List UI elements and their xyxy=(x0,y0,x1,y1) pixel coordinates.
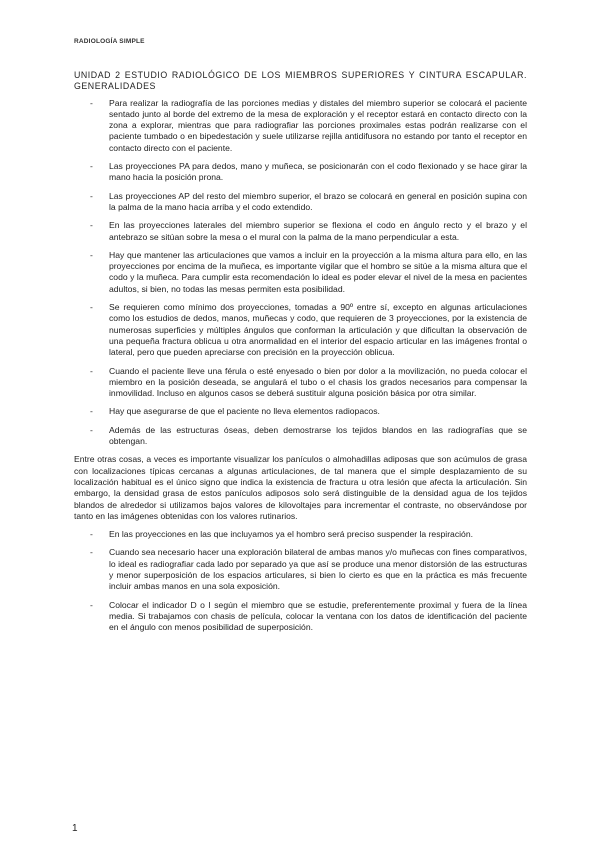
list-item: - Además de las estructuras óseas, deben demostrarse los tejidos blandos en las radiografías que se obtengan. xyxy=(74,425,527,448)
list-item: - Colocar el indicador D o I según el miembro que se estudie, preferentemente proximal y fuera de la línea media. Si trabajamos con chasis de película, colocar la ventana con los datos de identificación del paciente en el ángulo con menos posibilidad de superposición. xyxy=(74,600,527,634)
list-item: - Se requieren como mínimo dos proyecciones, tomadas a 90º entre sí, excepto en algunas articulaciones como los estudios de dedos, manos, muñecas y codo, que requieren de 3 proyecciones, por la existencia de numerosas superficies y múltiples ángulos que conforman la articulación y que dificultan la observación de una pequeña fractura oblicua u otra anormalidad en el interior del espacio articular en las imágenes frontal o lateral, pero que pueden apreciarse con precisión en la proyección oblicua. xyxy=(74,302,527,358)
bullet-list-additional xyxy=(74,529,527,633)
unit-title: UNIDAD 2 ESTUDIO RADIOLÓGICO DE LOS MIEMBROS SUPERIORES Y CINTURA ESCAPULAR. GENERALIDADES xyxy=(74,70,527,92)
bullet-list-general xyxy=(74,98,527,448)
list-item: - En las proyecciones en las que incluyamos ya el hombro será preciso suspender la respiración. xyxy=(74,529,527,540)
body-paragraph: Entre otras cosas, a veces es importante visualizar los panículos o almohadillas adiposas que son acúmulos de grasa con localizaciones típicas cercanas a algunas articulaciones, de tal manera que el simple desplazamiento de su localización habitual es el único signo que indica la existencia de fractura u otra lesión que afecta la articulación. Sin embargo, la densidad grasa de estos panículos adiposos solo será distinguible de la densidad agua de los tejidos blandos de alrededor si utilizamos bajos valores de kilovoltajes para incrementar el contraste, no observándose por tanto en las imágenes obtenidas con los valores rutinarios. xyxy=(74,454,527,521)
page-number: 1 xyxy=(72,823,78,834)
list-item: - Hay que mantener las articulaciones que vamos a incluir en la proyección a la misma altura para ello, en las proyecciones por encima de la muñeca, es importante vigilar que el hombro se sitúe a la misma altura que el codo y la muñeca. Para cumplir esta recomendación lo ideal es poder elevar el nivel de la mesa en pacientes adultos, si bien, no todas las mesas permiten esta posibilidad. xyxy=(74,250,527,295)
list-item: - Cuando sea necesario hacer una exploración bilateral de ambas manos y/o muñecas con fines comparativos, lo ideal es radiografiar cada lado por separado ya que así se produce una menor distorsión de las estructuras y menor superposición de los espacios articulares, si bien lo cierto es que en la práctica es más frecuente incluir ambas manos en una sola exposición. xyxy=(74,547,527,592)
list-item: - En las proyecciones laterales del miembro superior se flexiona el codo en ángulo recto y el brazo y el antebrazo se sitúan sobre la mesa o el mural con la palma de la mano perpendicular a esta. xyxy=(74,220,527,243)
list-item: - Para realizar la radiografía de las porciones medias y distales del miembro superior se colocará el paciente sentado junto al borde del extremo de la mesa de exploración y el receptor estará en contacto directo con la zona a explorar, mientras que para radiografiar las porciones proximales estas podrán realizarse con el paciente tumbado o en bipedestación y suele utilizarse rejilla antidifusora no estando por tanto el receptor en contacto directo con el paciente. xyxy=(74,98,527,154)
list-item: - Cuando el paciente lleve una férula o esté enyesado o bien por dolor a la movilización, no pueda colocar el miembro en la posición deseada, se angulará el tubo o el chasis los grados necesarios para compensar la inmovilidad. Incluso en algunos casos se deberá sustituir alguna posición básica por otra similar. xyxy=(74,366,527,400)
list-item: - Las proyecciones AP del resto del miembro superior, el brazo se colocará en general en posición supina con la palma de la mano hacia arriba y el codo extendido. xyxy=(74,191,527,214)
document-body xyxy=(74,70,527,640)
running-header: RADIOLOGÍA SIMPLE xyxy=(74,38,145,45)
list-item: - Las proyecciones PA para dedos, mano y muñeca, se posicionarán con el codo flexionado y se hace girar la mano hacia la posición prona. xyxy=(74,161,527,184)
list-item: - Hay que asegurarse de que el paciente no lleva elementos radiopacos. xyxy=(74,406,527,417)
